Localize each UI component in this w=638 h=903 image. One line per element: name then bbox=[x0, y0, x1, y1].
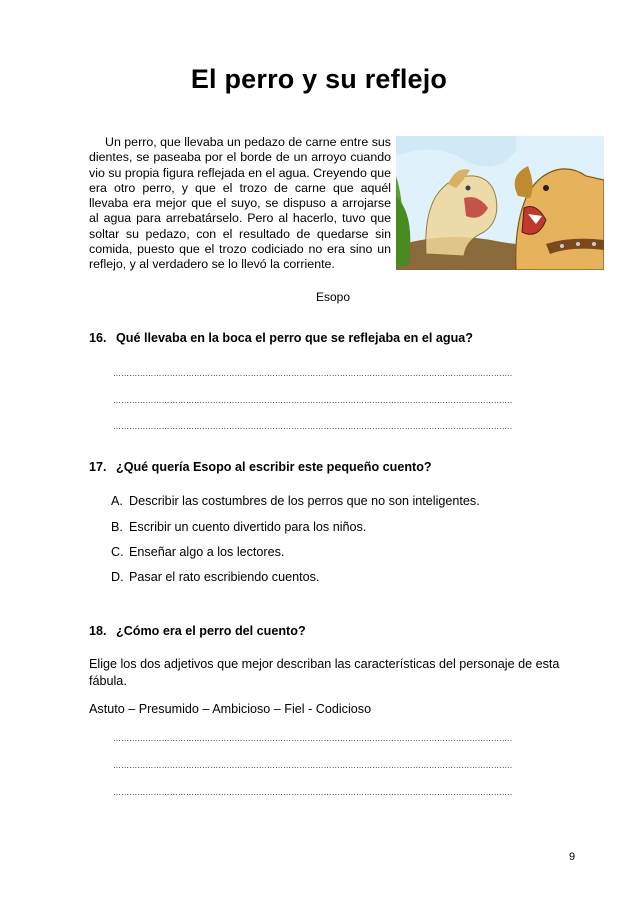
question-18-instruction: Elige los dos adjetivos que mejor describan las características del personaje de esta fábula. bbox=[89, 657, 560, 688]
option-d[interactable] bbox=[111, 570, 319, 584]
option-text: Enseñar algo a los lectores. bbox=[129, 545, 285, 559]
question-18 bbox=[89, 624, 306, 638]
question-text: Qué llevaba en la boca el perro que se reflejaba en el agua? bbox=[116, 331, 473, 345]
option-letter: A. bbox=[111, 494, 123, 508]
question-number: 16. bbox=[89, 331, 107, 345]
page-title: El perro y su reflejo bbox=[190, 64, 448, 94]
option-text: Pasar el rato escribiendo cuentos. bbox=[129, 570, 320, 584]
answer-line[interactable]: …………………………………………………………………………………………………………………………………. bbox=[113, 734, 513, 743]
option-letter: C. bbox=[111, 545, 124, 559]
question-text: ¿Cómo era el perro del cuento? bbox=[116, 624, 306, 638]
dog-reflection-illustration bbox=[396, 136, 604, 270]
question-16 bbox=[89, 331, 473, 345]
answer-line[interactable]: …………………………………………………………………………………………………………………………………. bbox=[113, 422, 513, 431]
option-c[interactable] bbox=[111, 545, 284, 559]
story-author: Esopo bbox=[316, 290, 351, 304]
story-text: Un perro, que llevaba un pedazo de carne entre sus dientes, se paseaba por el borde de un arroyo cuando vio su propia figura reflejada en el agua. Creyendo que era otro perro, y que el trozo de carne que aquél llevaba era mejor que el suyo, se dispuso a arrojarse al agua para arrebatárselo. Pero al hacerlo, tuvo que soltar su pedazo, con el resultado de quedarse sin comida, puesto que el trozo codiciado no era sino un reflejo, y al verdadero se lo llevó la corriente. bbox=[89, 135, 391, 272]
answer-line[interactable]: …………………………………………………………………………………………………………………………………. bbox=[113, 761, 513, 770]
answer-line[interactable]: …………………………………………………………………………………………………………………………………. bbox=[113, 788, 513, 797]
page-number: 9 bbox=[569, 851, 576, 863]
question-number: 18. bbox=[89, 624, 107, 638]
option-a[interactable] bbox=[111, 494, 480, 508]
question-text: ¿Qué quería Esopo al escribir este pequeño cuento? bbox=[116, 460, 432, 474]
answer-line[interactable]: …………………………………………………………………………………………………………………………………. bbox=[113, 369, 513, 378]
answer-line[interactable]: …………………………………………………………………………………………………………………………………. bbox=[113, 396, 513, 405]
adjective-list: Astuto – Presumido – Ambicioso – Fiel - Codicioso bbox=[89, 702, 372, 716]
option-text: Describir las costumbres de los perros que no son inteligentes. bbox=[129, 494, 480, 508]
option-b[interactable] bbox=[111, 520, 366, 534]
option-text: Escribir un cuento divertido para los niños. bbox=[129, 520, 367, 534]
option-letter: B. bbox=[111, 520, 123, 534]
question-number: 17. bbox=[89, 460, 107, 474]
question-17 bbox=[89, 460, 432, 474]
option-letter: D. bbox=[111, 570, 124, 584]
